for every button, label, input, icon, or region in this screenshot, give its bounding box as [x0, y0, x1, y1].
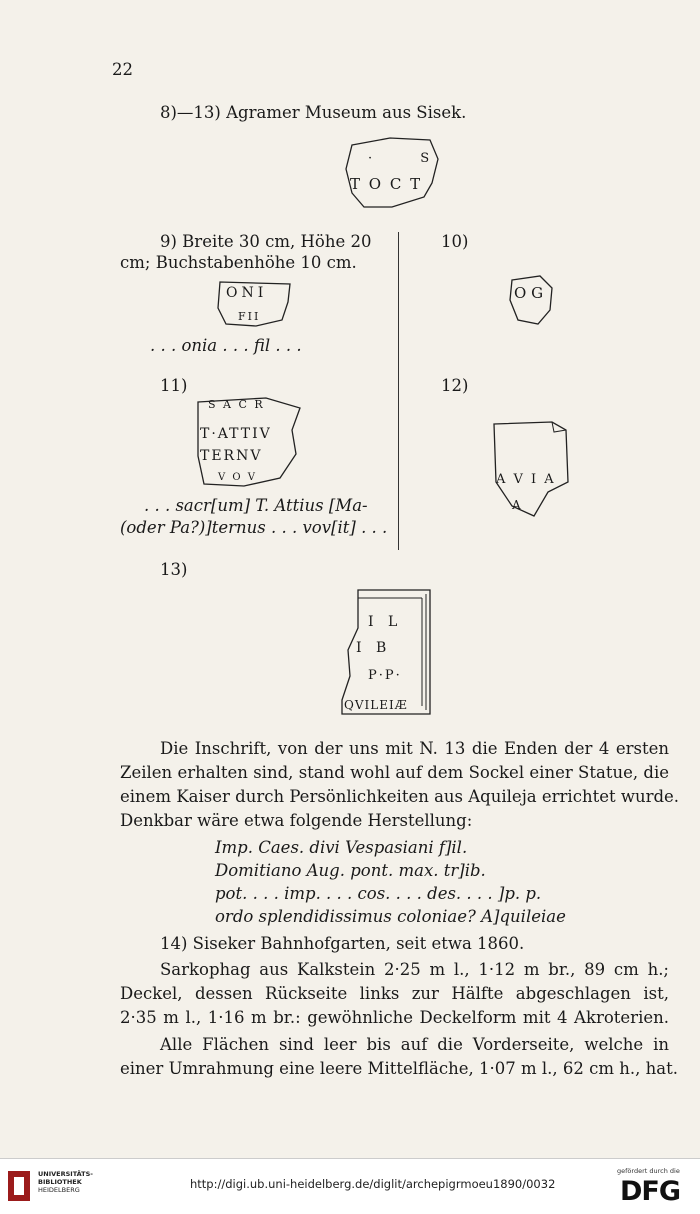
fragment-8-drawing	[340, 137, 440, 207]
restoration-line-1: Imp. Caes. divi Vespasiani f]il.	[215, 838, 468, 857]
supported-by-label: gefördert durch die	[617, 1167, 680, 1175]
para1-line-1: Die Inschrift, von der uns mit N. 13 die Enden der 4 ersten	[160, 739, 669, 758]
para1-line-3: einem Kaiser durch Persönlichkeiten aus Aquileja errichtet wurde.	[120, 787, 680, 806]
para2-line-2: Deckel, dessen Rückseite links zur Hälfte abgeschlagen ist,	[120, 984, 669, 1003]
fragment-9-caption-1: 9) Breite 30 cm, Höhe 20	[160, 232, 372, 251]
fragment-12-line-1: A V I A	[496, 472, 556, 487]
fragment-9-drawing	[214, 280, 294, 328]
fragment-11-drawing	[196, 396, 302, 488]
fragment-10-drawing	[508, 274, 554, 326]
fragment-12-line-2: A	[512, 498, 523, 512]
restoration-line-3: pot. . . . imp. . . . cos. . . . des. . . . ]p. p.	[215, 884, 542, 903]
para1-line-4: Denkbar wäre etwa folgende Herstellung:	[120, 811, 473, 830]
para2-line-3: 2·35 m l., 1·16 m br.: gewöhnliche Deckelform mit 4 Akroterien.	[120, 1008, 669, 1027]
fragment-8-line-2: T O C T	[350, 175, 423, 193]
fragment-11-line-4: V O V	[218, 472, 257, 483]
fragment-13-line-1: I L	[368, 614, 403, 630]
fragment-13-label: 13)	[160, 560, 188, 579]
para3-line-1: Alle Flächen sind leer bis auf die Vorderseite, welche in	[160, 1035, 669, 1054]
restoration-line-2: Domitiano Aug. pont. max. tr]ib.	[215, 861, 486, 880]
fragment-11-line-3: TERNV	[200, 448, 263, 464]
fragment-11-line-2: T·ATTIV	[200, 426, 272, 442]
fragment-13-line-3: P·P·	[368, 668, 402, 683]
fragment-12-drawing	[492, 420, 572, 520]
page-number: 22	[112, 60, 133, 79]
fragment-9-caption-2: cm; Buchstabenhöhe 10 cm.	[120, 253, 357, 272]
fragment-10-label: 10)	[441, 232, 469, 251]
fragment-13-line-2: I B	[356, 640, 392, 656]
dfg-logo: DFG	[620, 1176, 681, 1207]
column-divider	[398, 232, 399, 550]
source-url-link[interactable]: http://digi.ub.uni-heidelberg.de/diglit/archepigrmoeu1890/0032	[190, 1177, 556, 1191]
fragment-9-reading: . . . onia . . . fil . . .	[150, 336, 302, 355]
fragment-11-reading-1: . . . sacr[um] T. Attius [Ma-	[144, 496, 368, 515]
university-library-logo-icon	[6, 1167, 32, 1205]
item-14-heading: 14) Siseker Bahnhofgarten, seit etwa 1860.	[160, 934, 525, 953]
library-name-line-1: UNIVERSITÄTS-	[38, 1170, 93, 1178]
section-heading: 8)—13) Agramer Museum aus Sisek.	[160, 103, 467, 122]
fragment-9-line-2: FII	[238, 310, 261, 323]
fragment-11-label: 11)	[160, 376, 188, 395]
fragment-12-outline	[492, 420, 572, 520]
para2-line-1: Sarkophag aus Kalkstein 2·25 m l., 1·12 m br., 89 cm h.;	[160, 960, 669, 979]
library-name	[38, 1170, 93, 1194]
fragment-8-outline	[340, 137, 440, 207]
fragment-11-reading-2: (oder Pa?)]ternus . . . vov[it] . . .	[120, 518, 388, 537]
footer-bar	[0, 1158, 700, 1214]
library-name-line-2: BIBLIOTHEK	[38, 1178, 82, 1186]
fragment-11-line-1: S A C R	[208, 398, 265, 411]
fragment-12-label: 12)	[441, 376, 469, 395]
fragment-8-line-1: · S	[368, 151, 432, 166]
restoration-line-4: ordo splendidissimus coloniae? A]quileiae	[215, 907, 566, 926]
para1-line-2: Zeilen erhalten sind, stand wohl auf dem Sockel einer Statue, die	[120, 763, 669, 782]
library-name-line-3: HEIDELBERG	[38, 1186, 80, 1194]
fragment-9-line-1: ONI	[226, 285, 268, 301]
fragment-13-line-4: QVILEIÆ	[344, 698, 408, 712]
para3-line-2: einer Umrahmung eine leere Mittelfläche, 1·07 m l., 62 cm h., hat.	[120, 1059, 678, 1078]
fragment-10-line-1: O G	[514, 284, 544, 302]
fragment-13-drawing	[338, 588, 448, 718]
